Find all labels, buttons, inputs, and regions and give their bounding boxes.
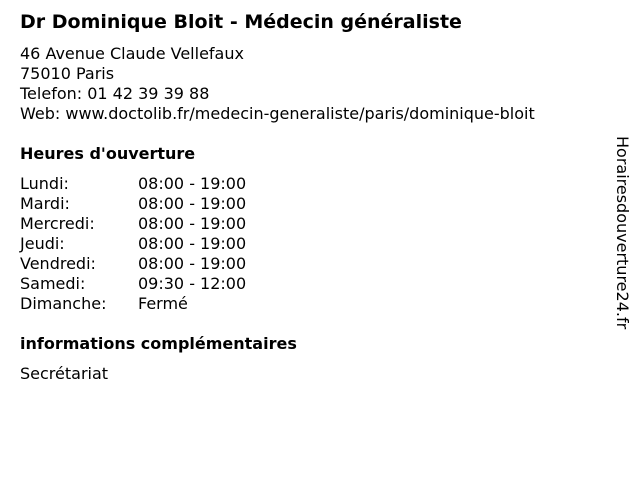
- hours-row-thursday: [20, 234, 420, 254]
- city-address: 75010 Paris: [20, 64, 115, 83]
- day-label: Samedi:: [20, 274, 86, 293]
- opening-hours-table: [20, 174, 420, 314]
- hours-row-friday: [20, 254, 420, 274]
- time-range: Fermé: [138, 294, 188, 313]
- additional-info-text: Secrétariat: [20, 364, 109, 383]
- day-label: Dimanche:: [20, 294, 107, 313]
- hours-row-saturday: [20, 274, 420, 294]
- time-range: 08:00 - 19:00: [138, 194, 247, 213]
- time-range: 09:30 - 12:00: [138, 274, 247, 293]
- time-range: 08:00 - 19:00: [138, 234, 247, 253]
- website-link[interactable]: Web: www.doctolib.fr/medecin-generaliste/paris/dominique-bloit: [20, 104, 535, 123]
- page-title: Dr Dominique Bloit - Médecin généraliste: [20, 11, 462, 33]
- day-label: Lundi:: [20, 174, 69, 193]
- hours-row-tuesday: [20, 194, 420, 214]
- address-block: [20, 44, 535, 124]
- hours-row-wednesday: [20, 214, 420, 234]
- additional-info-heading: informations complémentaires: [20, 334, 297, 353]
- site-watermark: Horairesdouverture24.fr: [613, 136, 632, 330]
- time-range: 08:00 - 19:00: [138, 214, 247, 233]
- hours-row-sunday: [20, 294, 420, 314]
- day-label: Mardi:: [20, 194, 70, 213]
- hours-row-monday: [20, 174, 420, 194]
- opening-hours-heading: Heures d'ouverture: [20, 144, 196, 163]
- day-label: Vendredi:: [20, 254, 96, 273]
- time-range: 08:00 - 19:00: [138, 254, 247, 273]
- day-label: Jeudi:: [20, 234, 65, 253]
- street-address: 46 Avenue Claude Vellefaux: [20, 44, 244, 63]
- time-range: 08:00 - 19:00: [138, 174, 247, 193]
- phone-number: Telefon: 01 42 39 39 88: [20, 84, 210, 103]
- day-label: Mercredi:: [20, 214, 95, 233]
